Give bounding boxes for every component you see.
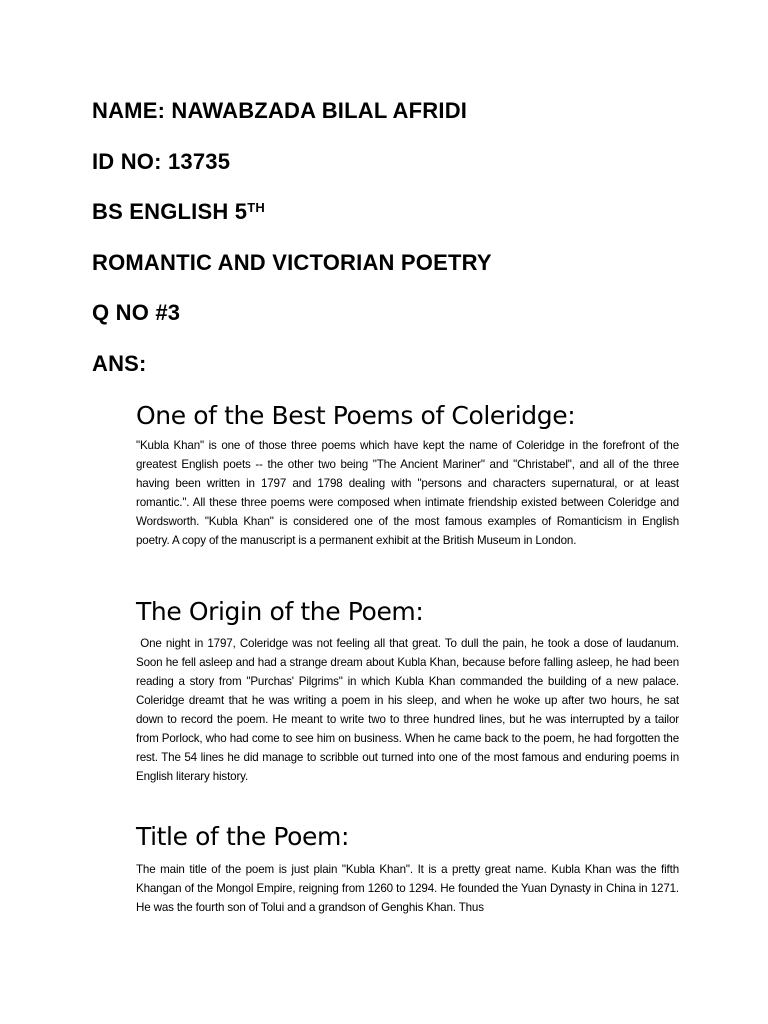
section-body-best-poems: "Kubla Khan" is one of those three poems which have kept the name of Coleridge in the forefront of the greatest English poets -- the other two being "The Ancient Mariner" and "Christabel", and all of the three having been written in 1797 and 1798 dealing with "persons and characters supernatural, or at least romantic.". All these three poems were composed when intimate friendship existed between Coleridge and Wordsworth. "Kubla Khan" is considered one of the most famous examples of Romanticism in English poetry. A copy of the manuscript is a permanent exhibit at the British Museum in London.	[136, 439, 679, 547]
question-number: Q NO #3	[92, 300, 181, 325]
student-id: ID NO: 13735	[92, 149, 231, 174]
section-heading-title: Title of the Poem:	[136, 822, 349, 851]
student-name: NAME: NAWABZADA BILAL AFRIDI	[92, 98, 468, 123]
program-superscript: TH	[247, 200, 265, 215]
answer-label: ANS:	[92, 351, 147, 376]
section-heading-best-poems: One of the Best Poems of Coleridge:	[136, 401, 576, 430]
course-title: ROMANTIC AND VICTORIAN POETRY	[92, 250, 492, 275]
program-line	[92, 199, 265, 225]
section-body-origin	[136, 634, 679, 786]
section-body-origin-text: One night in 1797, Coleridge was not feeling all that great. To dull the pain, he took a dose of laudanum. Soon he fell asleep and had a strange dream about Kubla Khan, because before falling asleep, he had been reading a story from "Purchas' Pilgrims" in which Kubla Khan commanded the building of a new palace. Coleridge dreamt that he was writing a poem in his sleep, and when he woke up after two hours, he sat down to record the poem. He meant to write two to three hundred lines, but he was interrupted by a tailor from Porlock, who had come to see him on business. When he came back to the poem, he had forgotten the rest. The 54 lines he did manage to scribble out turned into one of the most famous and enduring poems in English literary history.	[136, 637, 679, 783]
section-body-title: The main title of the poem is just plain "Kubla Khan". It is a pretty great name. Kubla Khan was the fifth Khangan of the Mongol Empire, reigning from 1260 to 1294. He founded the Yuan Dynasty in China in 1271. He was the fourth son of Tolui and a grandson of Genghis Khan. Thus	[136, 863, 679, 914]
program-text: BS ENGLISH 5	[92, 199, 248, 224]
section-heading-origin: The Origin of the Poem:	[136, 597, 424, 626]
